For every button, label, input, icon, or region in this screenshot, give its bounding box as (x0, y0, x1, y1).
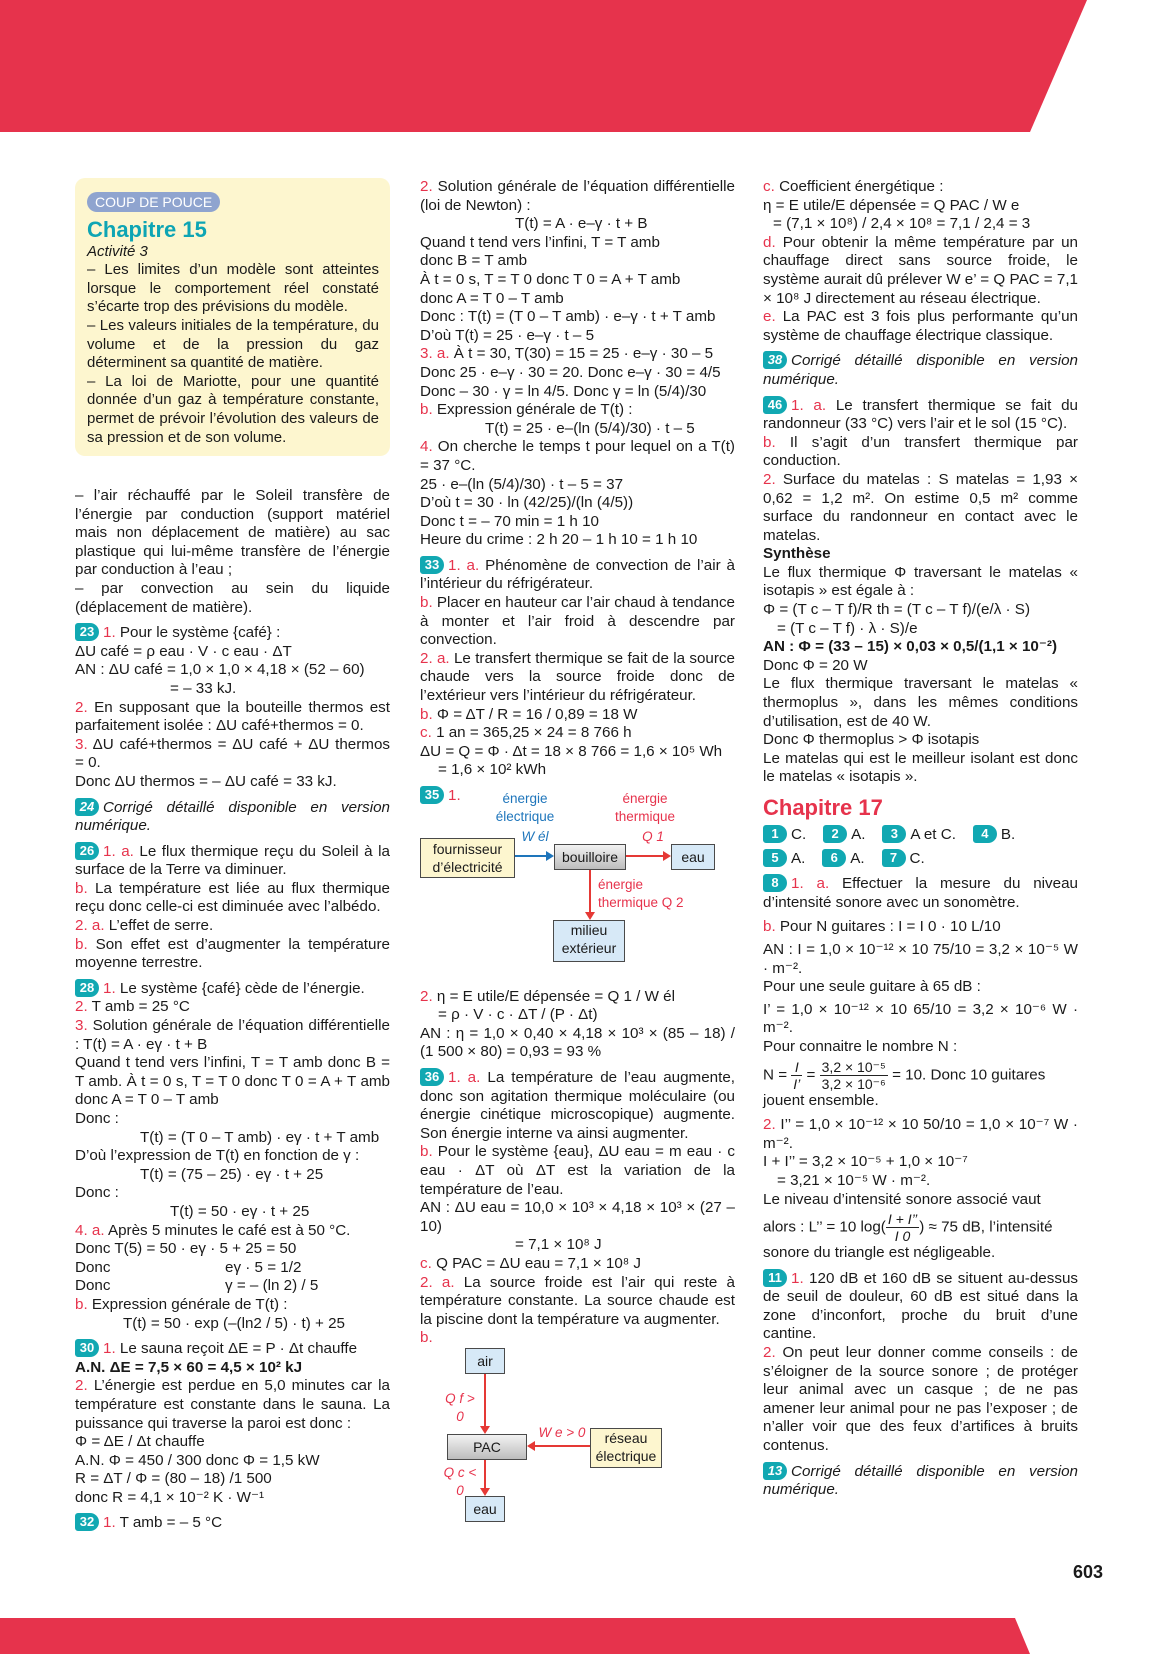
answer-text: = – 33 kJ. (170, 679, 237, 697)
answer-text: La température de l’eau augmente, donc son agitation thermique moléculaire (ou énergie cinétique microscopique) augmente. Son énergie interne va ainsi augmenter. (420, 1068, 735, 1142)
answer-text: I’’ = 1,0 × 10⁻¹² × 10 50/10 = 1,0 × 10⁻⁷ W · m⁻². (763, 1116, 1078, 1152)
question-number: 2. a. (75, 917, 105, 935)
answer-text: T(t) = (T 0 – T amb) · eγ · t + T amb (140, 1128, 380, 1146)
question-number: 1. (103, 979, 116, 997)
exercise-30 (75, 1339, 390, 1507)
answer-text: Placer en hauteur car l’air chaud à tendance à monter et l’air froid à descendre par convection. (420, 594, 735, 649)
answer-text: A.N. Φ = 450 / 300 donc Φ = 1,5 kW (75, 1451, 320, 1469)
question-number: b. (75, 1295, 88, 1313)
answer-text: D’où t = 30 · ln (42/25)/(ln (4/5)) (420, 494, 634, 512)
answer-text: Le transfert thermique se fait du randonneur (33 °C) vers l’air et le sol (15 °C). (763, 396, 1078, 433)
exercise-number-badge: 5 (763, 849, 787, 867)
answer-text: Le flux thermique Φ traversant le matelas « isotapis » est égale à : (763, 563, 1078, 600)
arrow-head (546, 851, 554, 861)
question-number: 2. a. (420, 649, 450, 667)
fraction (791, 1059, 802, 1092)
answer-text: Expression générale de T(t) : (91, 1295, 288, 1313)
answer-text: donc R = 4,1 × 10⁻² K · W⁻¹ (75, 1488, 265, 1506)
answer-text: Corrigé détaillé disponible en version numérique. (763, 352, 1078, 388)
answer-text: Le matelas qui est le meilleur isolant est donc le matelas « isotapis ». (763, 749, 1078, 786)
qcm-answer: B. (1000, 826, 1016, 843)
answer-text: alors : L’’ = 10 log( (763, 1218, 886, 1236)
label-qf: Q f > 0 (445, 1390, 475, 1424)
question-number: 3. (75, 735, 88, 753)
exercise-number-badge: 32 (75, 1513, 99, 1531)
answer-text: = 3,21 × 10⁻⁵ W · m⁻². (777, 1171, 931, 1189)
box-pac: PAC (447, 1434, 527, 1460)
answer-text: η = E utile/E dépensée = Q PAC / W e (763, 196, 1020, 214)
question-number: 1. a. (103, 842, 134, 860)
question-number: b. (420, 1143, 433, 1161)
answer-text: Effectuer la mesure du niveau d’intensité sonore avec un sonomètre. (763, 875, 1078, 911)
exercise-46 (763, 396, 1078, 787)
question-number: 2. a. (420, 1273, 455, 1291)
answer-text: T(t) = 25 · e–(ln (5/4)/30) · t – 5 (485, 419, 695, 437)
qcm-answers-row (763, 825, 1078, 845)
exercise-number-badge: 24 (75, 798, 99, 816)
answer-text: Il s’agit d’un transfert thermique par conduction. (763, 433, 1078, 470)
answer-text: On cherche le temps t pour lequel on a T(t) = 37 °C. (420, 438, 735, 474)
answer-text: Le flux thermique reçu du Soleil à la surface de la Terre va diminuer. (75, 842, 390, 879)
answer-text: Le flux thermique traversant le matelas « thermoplus », dans les mêmes conditions d’utilisation, est de 40 W. (763, 675, 1078, 730)
answer-text: Φ = ΔT / R = 16 / 0,89 = 18 W (436, 705, 638, 723)
answer-text: Donc 25 · e–γ · 30 = 20. Donc e–γ · 30 = 4/5 (420, 363, 721, 381)
question-number: 2. (763, 470, 776, 488)
qcm-answers-row (763, 849, 1078, 869)
hint-line: – Les valeurs initiales de la température, du volume et de la pression du gaz déterminent sa quantité de matière. (87, 316, 379, 372)
exercise-number-badge: 1 (763, 825, 787, 843)
fraction-denominator: I 0 (894, 1228, 911, 1245)
exercise-number-badge: 35 (420, 786, 444, 804)
fraction (886, 1211, 919, 1244)
answer-text: L’énergie est perdue en 5,0 minutes car la température est constante dans le sauna. La puissance qui traverse la paroi est donc : (75, 1377, 390, 1432)
answer-text: Pour connaitre le nombre N : (763, 1037, 958, 1055)
activity-label: Activité 3 (87, 242, 148, 260)
answer-text: Pour le système {eau}, ΔU eau = m eau · c eau · ΔT où ΔT est la variation de la température de l’eau. (420, 1143, 735, 1198)
answer-text: Phénomène de convection de l’air à l’intérieur du réfrigérateur. (420, 556, 735, 593)
question-number: 2. (75, 698, 88, 716)
question-number: b. (420, 594, 433, 612)
answer-text: Corrigé détaillé disponible en version numérique. (75, 798, 390, 835)
question-number: 1. a. (791, 875, 830, 893)
page-number: 603 (1073, 1562, 1104, 1582)
coup-de-pouce-box (75, 178, 390, 456)
answer-text: Donc (75, 1277, 111, 1295)
question-number: b. (420, 401, 433, 419)
exercise-number-badge: 38 (763, 351, 787, 369)
arrow-head (527, 1441, 535, 1451)
qcm-answer: C. (909, 849, 925, 867)
answer-text: Heure du crime : 2 h 20 – 1 h 10 = 1 h 10 (420, 531, 698, 549)
answer-text: T(t) = 50 · eγ · t + 25 (170, 1202, 310, 1220)
exercise-number-badge: 33 (420, 556, 444, 574)
header-band (0, 0, 1152, 132)
answer-text: L’effet de serre. (108, 917, 214, 935)
exercise-28 (75, 979, 390, 1333)
label-energie-thermique-q2: énergie thermique Q 2 (598, 876, 684, 910)
exercise-13 (763, 1462, 1078, 1500)
question-number: b. (75, 879, 88, 897)
answer-text: R = ΔT / Φ = (80 – 18) /1 500 (75, 1470, 272, 1488)
answer-text: 120 dB et 160 dB se situent au-dessus de seuil de douleur, 60 dB est situé dans la zone d’inconfort, proche du bruit d’une cantine. (763, 1269, 1078, 1343)
answer-text: ΔU = Q = Φ · Δt = 18 × 8 766 = 1,6 × 10⁵ Wh (420, 742, 723, 760)
qcm-answer: A. (851, 826, 866, 843)
box-eau: eau (465, 1496, 505, 1522)
hint-line: – Les limites d’un modèle sont atteintes lorsque le comportement réel constaté s’écarte trop des prévisions du modèle. (87, 261, 379, 316)
arrow-head (480, 1488, 490, 1496)
answer-text: Donc : T(t) = (T 0 – T amb) · e–γ · t + T amb (420, 308, 716, 326)
fraction (820, 1059, 888, 1092)
box-milieu-exterieur: milieu extérieur (553, 920, 625, 962)
answer-text: = (T c – T f) · λ · S)/e (777, 619, 918, 637)
fraction-numerator: I (791, 1059, 802, 1076)
exercise-number-badge: 6 (822, 849, 846, 867)
answer-text: T(t) = A · e–γ · t + B (515, 215, 648, 233)
chapter-17-title: Chapitre 17 (763, 795, 883, 820)
question-number: b. (420, 1329, 433, 1347)
answer-text: jouent ensemble. (763, 1091, 879, 1109)
exercise-number-badge: 26 (75, 842, 99, 860)
column-1 (75, 487, 390, 1533)
answer-text: Φ = (T c – T f)/R th = (T c – T f)/(e/λ · S) (763, 601, 1030, 619)
exercise-23 (75, 623, 390, 791)
paragraph: – par convection au sein du liquide (déplacement de matière). (75, 579, 390, 616)
exercise-number-badge: 28 (75, 979, 99, 997)
answer-text: AN : I = 1,0 × 10⁻¹² × 10 75/10 = 3,2 × 10⁻⁵ W · m⁻². (763, 940, 1078, 977)
answer-text: Pour obtenir la même température par un chauffage direct sans source froide, le système aurait dû prélever W e’ = Q PAC = 7,1 × 10⁸ J directement au réseau électrique. (763, 233, 1078, 307)
answer-text: On peut leur donner comme conseils : de s’éloigner de la source sonore ; de protéger leur animal avec un casque ; de ne pas amener leur animal pour ne pas l’exposer ; de n’aller voir que des feux d’artifices à bruits contenus. (763, 1344, 1078, 1455)
exercise-number-badge: 23 (75, 623, 99, 641)
box-bouilloire: bouilloire (554, 844, 626, 870)
answer-text: Son effet est d’augmenter la température moyenne terrestre. (75, 935, 390, 972)
box-reseau-electrique: réseau électrique (590, 1428, 662, 1468)
exercise-24 (75, 798, 390, 836)
question-number: 2. (75, 998, 88, 1016)
answer-text: Coefficient énergétique : (779, 178, 944, 195)
question-number: c. (420, 724, 432, 742)
question-number: c. (420, 1254, 432, 1272)
qcm-answer: A. (791, 849, 806, 867)
answer-text: Quand t tend vers l’infini, T = T amb donc B = T amb. À t = 0 s, T = T 0 donc T 0 = A + T amb donc A = T 0 – T amb (75, 1054, 390, 1109)
answer-text: A.N. ΔE = 7,5 × 60 = 4,5 × 10² kJ (75, 1358, 303, 1376)
box-eau: eau (671, 844, 715, 870)
label-qc: Q c < 0 (443, 1464, 477, 1498)
answer-text: Quand t tend vers l’infini, T = T amb (420, 233, 660, 251)
arrow-head (663, 851, 671, 861)
answer-text: Donc Φ thermoplus > Φ isotapis (763, 731, 980, 749)
question-number: b. (763, 433, 776, 451)
answer-text: Expression générale de T(t) : (436, 401, 633, 419)
answer-text: Le niveau d’intensité sonore associé vaut (763, 1190, 1041, 1208)
question-number: 2. (763, 1116, 776, 1134)
exercise-number-badge: 7 (882, 849, 906, 867)
exercise-11 (763, 1269, 1078, 1456)
answer-text: 25 · e–(ln (5/4)/30) · t – 5 = 37 (420, 475, 624, 493)
arrow-head (480, 1426, 490, 1434)
label-energie-electrique: énergie électrique (495, 790, 555, 824)
question-number: 1. (103, 1340, 116, 1358)
answer-text: T amb = 25 °C (91, 998, 190, 1016)
question-number: 1. (791, 1269, 804, 1287)
answer-text: donc B = T amb (420, 252, 528, 270)
answer-text: Le système {café} cède de l’énergie. (119, 979, 365, 997)
exercise-26 (75, 842, 390, 973)
box-air: air (465, 1348, 505, 1374)
question-number: 3. (75, 1017, 88, 1035)
answer-text: T(t) = 50 · exp (–(ln2 / 5) · t) + 25 (123, 1314, 345, 1332)
footer-band (0, 1618, 1152, 1654)
answer-text: = ρ · V · c · ΔT / (P · Δt) (438, 1006, 598, 1024)
answer-text: Donc : (75, 1110, 119, 1127)
answer-text: I’ = 1,0 × 10⁻¹² × 10 65/10 = 3,2 × 10⁻⁶ W · m⁻². (763, 1000, 1078, 1037)
question-number: e. (763, 308, 776, 326)
answer-text: 1 an = 365,25 × 24 = 8 766 h (436, 724, 632, 742)
energy-flow-diagram (420, 788, 735, 988)
exercise-number-badge: 36 (420, 1068, 444, 1086)
answer-text: ΔU café = ρ eau · V · c eau · ΔT (75, 642, 292, 660)
label-energie-thermique-q1: énergie thermique (614, 790, 676, 824)
answer-text: Donc Φ = 20 W (763, 656, 868, 674)
exercise-36 (420, 1068, 735, 1518)
answer-text: T amb = – 5 °C (119, 1514, 223, 1532)
label-w-el: W él (521, 828, 549, 844)
fraction-denominator: 3,2 × 10⁻⁶ (821, 1075, 886, 1092)
hint-line: – La loi de Mariotte, pour une quantité donnée d’un gaz à température constante, permet de prévoir l’évolution des valeurs de sa pression et de son volume. (87, 372, 379, 446)
heat-pump-diagram (420, 1348, 735, 1518)
answer-text: Donc ΔU thermos = – ΔU café = 33 kJ. (75, 772, 337, 790)
answer-text: γ = – (ln 2) / 5 (225, 1277, 319, 1295)
question-number: 4. a. (75, 1221, 105, 1239)
question-number: 4. (420, 438, 433, 456)
answer-text: I + I’’ = 3,2 × 10⁻⁵ + 1,0 × 10⁻⁷ (763, 1153, 968, 1171)
answer-text: En supposant que la bouteille thermos est parfaitement isolée : ΔU café+thermos = 0. (75, 698, 390, 735)
exercise-38 (763, 351, 1078, 389)
exercise-number-badge: 46 (763, 396, 787, 414)
question-number: 1. (103, 1514, 116, 1532)
answer-text: La source froide est l’air qui reste à température constante. La source chaude est la piscine dont la température va augmenter. (420, 1273, 735, 1328)
question-number: 1. a. (448, 1068, 481, 1086)
answer-text: La température est liée au flux thermique reçu donc celle-ci est diminuée avec l’albédo. (75, 879, 390, 916)
answer-text: D’où T(t) = 25 · e–γ · t – 5 (420, 326, 595, 344)
question-number: 2. (420, 178, 433, 195)
question-number: 2. (420, 987, 433, 1005)
question-number: 1. a. (448, 556, 480, 574)
answer-text: = 10. Donc 10 guitares (892, 1066, 1046, 1084)
answer-text: eγ · 5 = 1/2 (225, 1258, 302, 1276)
exercise-number-badge: 30 (75, 1339, 99, 1357)
answer-text: donc A = T 0 – T amb (420, 289, 564, 307)
answer-text: La PAC est 3 fois plus performante qu’un système de chauffage électrique classique. (763, 308, 1078, 344)
answer-text: T(t) = (75 – 25) · eγ · t + 25 (140, 1165, 324, 1183)
chapter-title: Chapitre 15 (87, 216, 207, 242)
exercise-8 (763, 874, 1078, 1263)
column-2 (420, 178, 735, 1518)
answer-text: Le transfert thermique se fait de la source chaude vers la source froide donc de l’extérieur vers l’intérieur du réfrigérateur. (420, 649, 735, 705)
exercise-33 (420, 556, 735, 780)
answer-text: η = E utile/E dépensée = Q 1 / W él (436, 987, 675, 1005)
question-number: 1. a. (791, 396, 827, 414)
arrow-head (585, 912, 595, 920)
answer-text: Le sauna reçoit ΔE = P · Δt chauffe (119, 1340, 358, 1358)
fraction-denominator: I’ (793, 1075, 801, 1092)
answer-text: Pour une seule guitare à 65 dB : (763, 978, 981, 996)
answer-text: N = (763, 1066, 788, 1084)
coup-de-pouce-badge: COUP DE POUCE (87, 192, 220, 212)
question-number: 1. (448, 787, 461, 804)
question-number: 2. (763, 1344, 776, 1362)
label-we: W e > 0 (538, 1424, 586, 1440)
label-q1: Q 1 (642, 828, 664, 844)
answer-text: Q PAC = ΔU eau = 7,1 × 10⁸ J (436, 1254, 642, 1272)
answer-text: ΔU café+thermos = ΔU café + ΔU thermos = 0. (75, 735, 390, 772)
question-number: 2. (75, 1377, 88, 1395)
question-number: b. (763, 918, 776, 936)
answer-text: Donc : (75, 1184, 119, 1202)
answer-text: À t = 0 s, T = T 0 donc T 0 = A + T amb (420, 270, 681, 288)
qcm-answer: A. (850, 849, 865, 867)
answer-text: Après 5 minutes le café est à 50 °C. (107, 1221, 351, 1239)
answer-text: = (7,1 × 10⁸) / 2,4 × 10⁸ = 7,1 / 2,4 = 3 (773, 215, 1031, 233)
answer-text: Corrigé détaillé disponible en version numérique. (763, 1462, 1078, 1499)
exercise-number-badge: 11 (763, 1269, 787, 1287)
answer-text: Pour N guitares : I = I 0 · 10 L/10 (779, 918, 1001, 936)
fraction-numerator: I + I’’ (887, 1211, 918, 1228)
answer-text: À t = 30, T(30) = 15 = 25 · e–γ · 30 – 5 (453, 345, 714, 363)
answer-text: Donc – 30 · γ = ln 4/5. Donc γ = ln (5/4)/30 (420, 382, 707, 400)
question-number: c. (763, 178, 775, 195)
exercise-number-badge: 8 (763, 874, 787, 892)
question-number: 1. (103, 624, 116, 642)
exercise-number-badge: 13 (763, 1462, 787, 1480)
question-number: b. (420, 705, 433, 723)
exercise-32 (75, 1513, 390, 1533)
answer-text: D’où l’expression de T(t) en fonction de γ : (75, 1147, 360, 1165)
answer-text: AN : Φ = (33 – 15) × 0,03 × 0,5/(1,1 × 10⁻²) (763, 638, 1058, 656)
answer-text: Φ = ΔE / Δt chauffe (75, 1433, 205, 1451)
question-number: b. (75, 935, 88, 953)
exercise-35 (420, 786, 735, 1062)
answer-text: Donc T(5) = 50 · eγ · 5 + 25 = 50 (75, 1240, 297, 1258)
answer-text: Surface du matelas : S matelas = 1,93 × 0,62 = 1,2 m². On estime 0,5 m² comme surface du randonneur en contact avec le matelas. (763, 470, 1078, 544)
answer-text: Donc (75, 1258, 111, 1276)
answer-text: = 1,6 × 10² kWh (438, 761, 547, 779)
answer-text: AN : ΔU café = 1,0 × 1,0 × 4,18 × (52 – 60) (75, 661, 365, 679)
qcm-answer: A et C. (910, 826, 956, 843)
fraction-numerator: 3,2 × 10⁻⁵ (821, 1058, 886, 1075)
answer-text: AN : ΔU eau = 10,0 × 10³ × 4,18 × 10³ × (27 – 10) (420, 1199, 735, 1235)
section-heading: Synthèse (763, 545, 831, 563)
column-3 (763, 178, 1078, 1500)
question-number: d. (763, 233, 776, 251)
exercise-number-badge: 2 (823, 825, 847, 843)
answer-text: Donc t = – 70 min = 1 h 10 (420, 512, 599, 530)
answer-text: = (806, 1066, 816, 1084)
answer-text: Solution générale de l’équation différentielle (loi de Newton) : (420, 178, 735, 214)
answer-text: Solution générale de l’équation différentielle : T(t) = A · eγ · t + B (75, 1017, 390, 1053)
paragraph: – l’air réchauffé par le Soleil transfère de l’énergie par conduction (support matériel mais non déplacement de matière) au sac plastique qui lui-même transfère de l’énergie par conduction à l’eau ; (75, 487, 390, 579)
answer-text: = 7,1 × 10⁸ J (515, 1236, 602, 1254)
exercise-number-badge: 4 (973, 825, 997, 843)
answer-text: sonore du triangle est négligeable. (763, 1244, 996, 1262)
qcm-answer: C. (791, 826, 807, 843)
answer-text: ) ≈ 75 dB, l’intensité (919, 1218, 1053, 1236)
answer-text: Pour le système {café} : (119, 624, 281, 642)
exercise-number-badge: 3 (882, 825, 906, 843)
answer-text: AN : η = 1,0 × 0,40 × 4,18 × 10³ × (85 – 18) / (1 500 × 80) = 0,93 = 93 % (420, 1024, 735, 1061)
box-fournisseur: fournisseur d’électricité (420, 838, 515, 878)
question-number: 3. a. (420, 345, 450, 363)
